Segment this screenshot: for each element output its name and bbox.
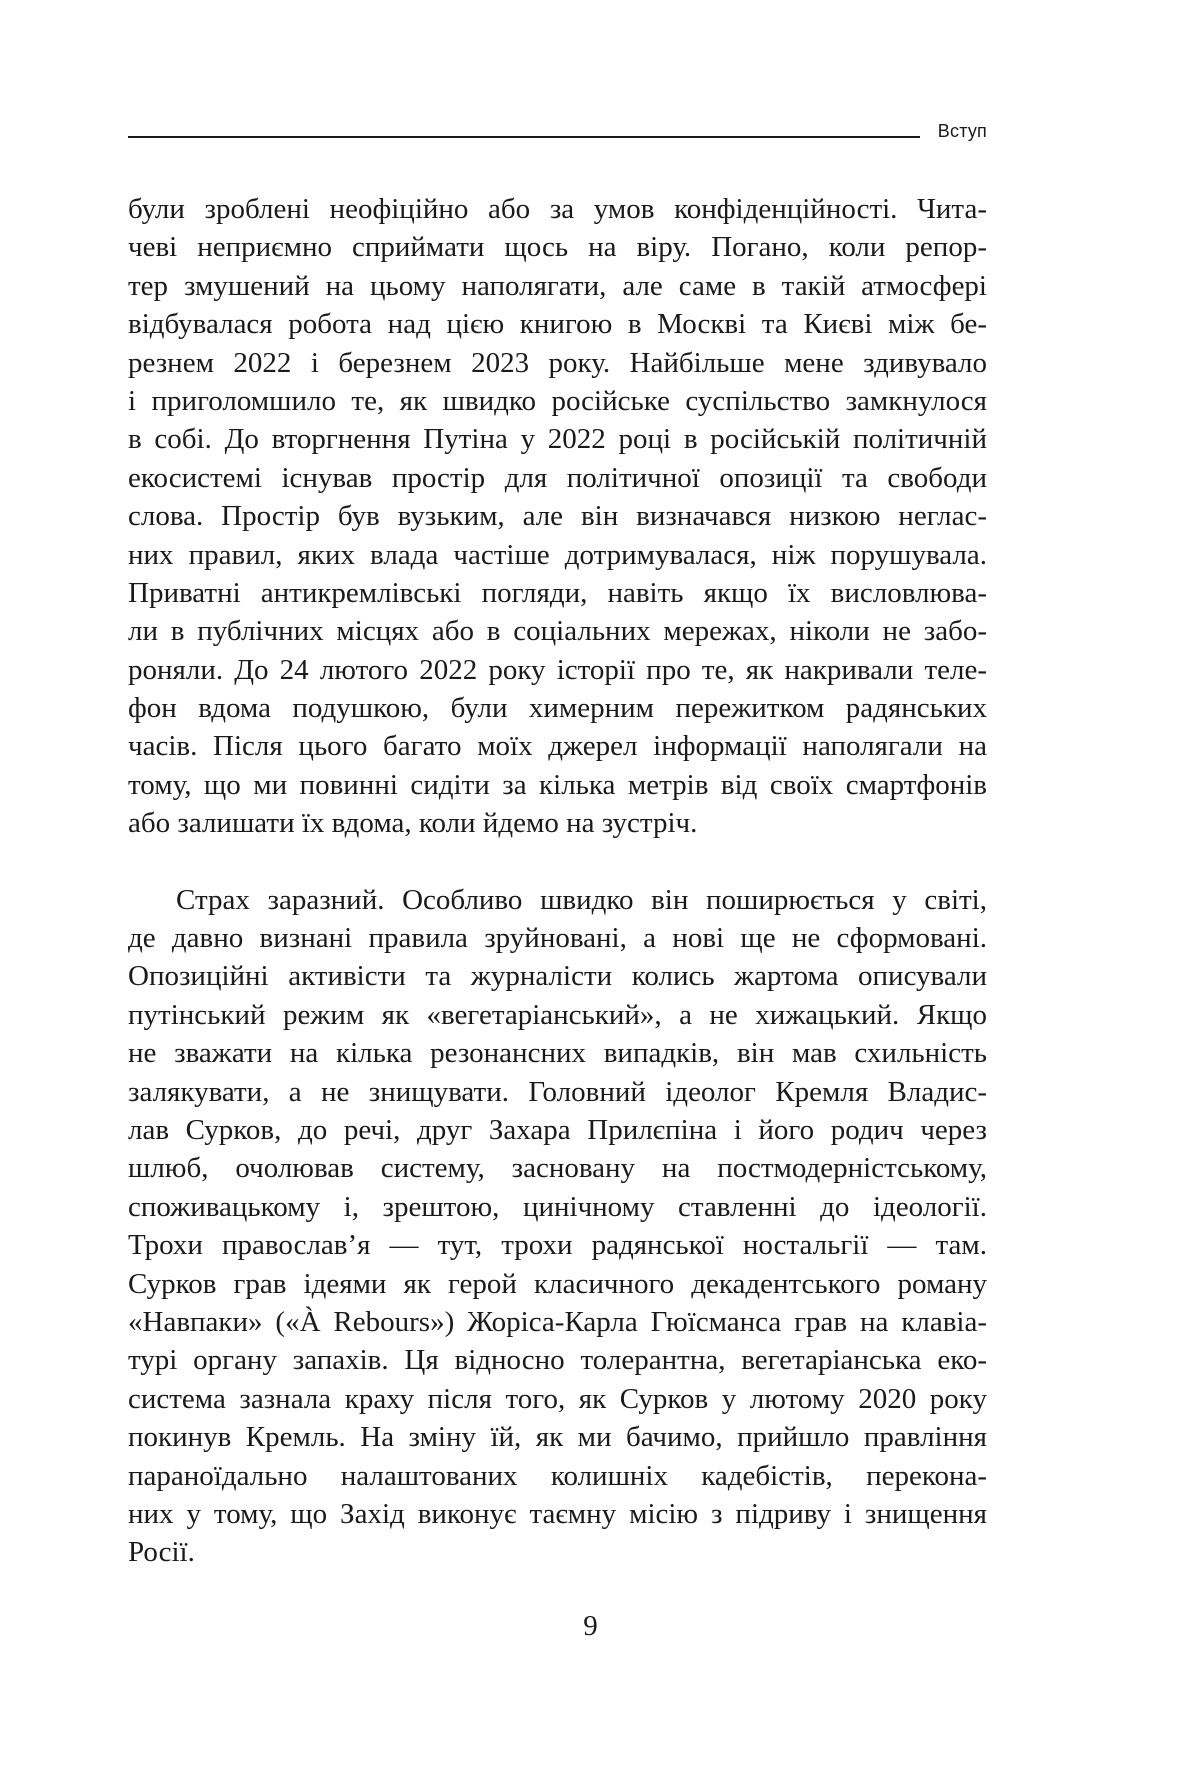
text-line: «Навпаки» («À Rebours») Жоріса-Карла Гюїсманса грав на клавіа- <box>128 1305 987 1338</box>
text-line: відбувалася робота над цією книгою в Москві та Києві між бе- <box>128 308 987 341</box>
text-line: тер змушений на цьому наполягати, але саме в такій атмосфері <box>128 269 987 302</box>
text-line: чеві неприємно сприймати щось на віру. Погано, коли репор- <box>128 231 987 264</box>
text-line: залякувати, а не знищувати. Головний ідеолог Кремля Владис- <box>128 1075 987 1108</box>
body-text <box>128 190 987 1572</box>
text-line: параноїдально налаштованих колишніх кадебістів, переконa- <box>128 1459 987 1492</box>
text-line: путінський режим як «вегетаріанський», а не хижацький. Якщо <box>128 998 987 1031</box>
text-line: лав Сурков, до речі, друг Захара Прилєпіна і його родич через <box>128 1113 987 1146</box>
text-line: роняли. До 24 лютого 2022 року історії про те, як накривали теле- <box>128 653 987 686</box>
header-rule <box>128 136 920 138</box>
text-line: резнем 2022 і березнем 2023 року. Найбільше мене здивувало <box>128 346 987 379</box>
text-line: і приголомшило те, як швидко російське суспільство замкнулося <box>128 384 987 417</box>
text-line: часів. Після цього багато моїх джерел інформації наполягали на <box>128 730 987 763</box>
paragraph-2 <box>128 881 987 1572</box>
text-line: слова. Простір був вузьким, але він визначався низкою неглас- <box>128 500 987 533</box>
text-line: Росії. <box>128 1536 195 1569</box>
text-line: Трохи православ’я — тут, трохи радянської ностальгії — там. <box>128 1229 987 1262</box>
page-number: 9 <box>583 1610 598 1642</box>
text-line: Страх заразний. Особливо швидко він поширюється у світі, <box>176 883 987 916</box>
text-line: тому, що ми повинні сидіти за кілька метрів від своїх смартфонів <box>128 768 987 801</box>
text-line: Приватні антикремлівські погляди, навіть якщо їх висловлюва- <box>128 576 987 609</box>
text-line: екосистемі існував простір для політичної опозиції та свободи <box>128 461 987 494</box>
text-line: них у тому, що Захід виконує таємну місію з підриву і знищення <box>128 1497 987 1530</box>
text-line: або залишати їх вдома, коли йдемо на зустріч. <box>128 807 698 840</box>
running-head-title: Вступ <box>937 121 987 141</box>
text-line: Сурков грав ідеями як герой класичного декадентського роману <box>128 1267 987 1300</box>
text-line: покинув Кремль. На зміну їй, як ми бачимо, прийшло правління <box>128 1421 987 1454</box>
paragraph-gap <box>128 843 987 881</box>
text-line: них правил, яких влада частіше дотримувалася, ніж порушувала. <box>128 538 987 571</box>
text-line: Опозиційні активісти та журналісти колись жартома описували <box>128 960 987 993</box>
text-line: споживацькому і, зрештою, цинічному ставленні до ідеології. <box>128 1190 987 1223</box>
text-line: ли в публічних місцях або в соціальних мережах, ніколи не забо- <box>128 615 987 648</box>
text-line: шлюб, очолював систему, засновану на постмодерністському, <box>128 1152 987 1185</box>
text-line: турі органу запахів. Ця відносно толерантна, вегетаріанська еко- <box>128 1344 987 1377</box>
paragraph-1 <box>128 190 987 843</box>
text-line: система зазнала краху після того, як Сурков у лютому 2020 року <box>128 1382 987 1415</box>
text-line: були зроблені неофіційно або за умов конфіденційності. Чита- <box>128 193 987 225</box>
text-line: в собі. До вторгнення Путіна у 2022 році в російській політичній <box>128 423 987 456</box>
text-line: фон вдома подушкою, були химерним пережитком радянських <box>128 692 987 725</box>
text-line: де давно визнані правила зруйновані, а нові ще не сформовані. <box>128 922 987 955</box>
text-line: не зважати на кілька резонансних випадків, він мав схильність <box>128 1037 987 1070</box>
running-head <box>128 118 987 148</box>
